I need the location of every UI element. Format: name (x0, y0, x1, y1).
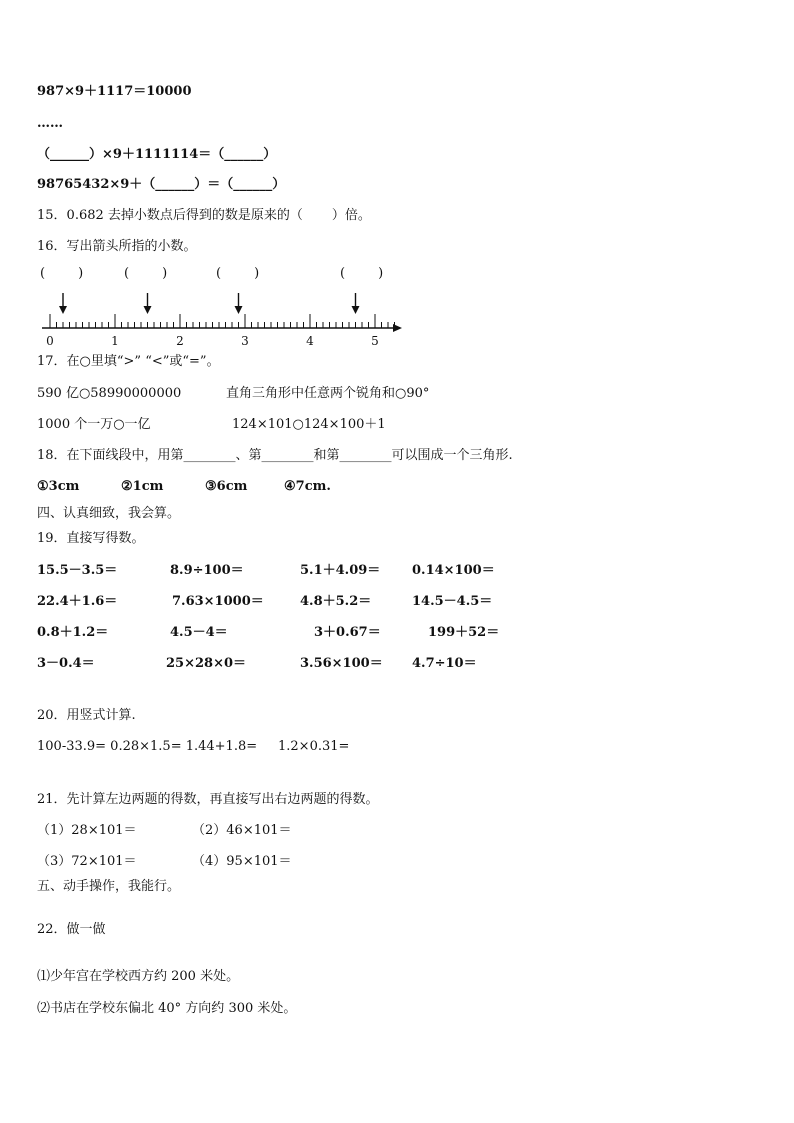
pointer-arrow-head-1 (59, 306, 67, 314)
q18-option-4: ④7cm. (284, 479, 331, 494)
question-21: 21．先计算左边两题的得数，再直接写出右边两题的得数。 (37, 792, 379, 807)
tick-label-4: 4 (306, 334, 314, 348)
q18-option-3: ③6cm (205, 479, 248, 494)
pattern-line-1: 987×9＋1117＝10000 (37, 84, 192, 99)
q21-item-4: （4）95×101＝ (192, 854, 292, 869)
q17-compare-a: 590 亿○58990000000 (37, 386, 182, 401)
q19-r3-c3: 3＋0.67＝ (314, 625, 381, 640)
q17-compare-d: 124×101○124×100＋1 (232, 417, 386, 432)
question-16: 16．写出箭头所指的小数。 (37, 239, 197, 254)
question-17: 17．在○里填“>” “<”或“=”。 (37, 354, 220, 369)
section-4-heading: 四、认真细致，我会算。 (37, 506, 181, 521)
pointer-arrow-head-2 (144, 306, 152, 314)
q19-r2-c2: 7.63×1000＝ (172, 594, 264, 609)
answer-paren-4: ( ) (340, 266, 384, 281)
tick-label-1: 1 (111, 334, 119, 348)
answer-paren-1: ( ) (40, 266, 84, 281)
q19-r2-c4: 14.5－4.5＝ (412, 594, 493, 609)
q19-r1-c1: 15.5－3.5＝ (37, 563, 118, 578)
q19-r1-c3: 5.1＋4.09＝ (300, 563, 381, 578)
q22-item-2: ⑵书店在学校东偏北 40° 方向约 300 米处。 (37, 1001, 297, 1016)
answer-paren-2: ( ) (124, 266, 168, 281)
tick-label-5: 5 (371, 334, 379, 348)
tick-label-0: 0 (46, 334, 54, 348)
question-22: 22．做一做 (37, 922, 106, 937)
question-18: 18．在下面线段中，用第________、第________和第________可以围成一个三角形. (37, 448, 513, 463)
pattern-line-3: （______）×9＋1111114＝（______） (37, 147, 277, 162)
q19-r1-c2: 8.9÷100＝ (170, 563, 244, 578)
q19-r4-c2: 25×28×0＝ (166, 656, 247, 671)
q19-r4-c3: 3.56×100＝ (300, 656, 383, 671)
q19-r1-c4: 0.14×100＝ (412, 563, 495, 578)
question-20: 20．用竖式计算. (37, 708, 136, 723)
q19-r4-c1: 3－0.4＝ (37, 656, 95, 671)
q17-compare-c: 1000 个一万○一亿 (37, 417, 151, 432)
q21-item-1: （1）28×101＝ (37, 823, 137, 838)
q20-problems: 100-33.9= 0.28×1.5= 1.44+1.8= (37, 739, 258, 754)
q21-item-2: （2）46×101＝ (192, 823, 292, 838)
q19-r3-c4: 199＋52＝ (428, 625, 500, 640)
number-line (0, 285, 794, 350)
q22-item-1: ⑴少年宫在学校西方约 200 米处。 (37, 969, 240, 984)
q19-r4-c4: 4.7÷10＝ (412, 656, 477, 671)
question-15: 15．0.682 去掉小数点后得到的数是原来的（ ）倍。 (37, 208, 371, 223)
q18-option-1: ①3cm (37, 479, 80, 494)
section-5-heading: 五、动手操作，我能行。 (37, 879, 181, 894)
q18-option-2: ②1cm (121, 479, 164, 494)
question-19: 19．直接写得数。 (37, 531, 145, 546)
q19-r2-c1: 22.4＋1.6＝ (37, 594, 118, 609)
tick-label-2: 2 (176, 334, 184, 348)
answer-paren-3: ( ) (216, 266, 260, 281)
q19-r3-c2: 4.5－4＝ (170, 625, 228, 640)
q20-problem-last: 1.2×0.31= (278, 739, 350, 754)
pattern-ellipsis: …… (37, 116, 63, 131)
pointer-arrow-head-3 (235, 306, 243, 314)
q17-compare-b: 直角三角形中任意两个锐角和○90° (226, 386, 430, 401)
pattern-line-4: 98765432×9＋（______）＝（______） (37, 177, 286, 192)
q21-item-3: （3）72×101＝ (37, 854, 137, 869)
q19-r3-c1: 0.8＋1.2＝ (37, 625, 109, 640)
tick-label-3: 3 (241, 334, 249, 348)
q19-r2-c3: 4.8＋5.2＝ (300, 594, 372, 609)
pointer-arrow-head-4 (352, 306, 360, 314)
